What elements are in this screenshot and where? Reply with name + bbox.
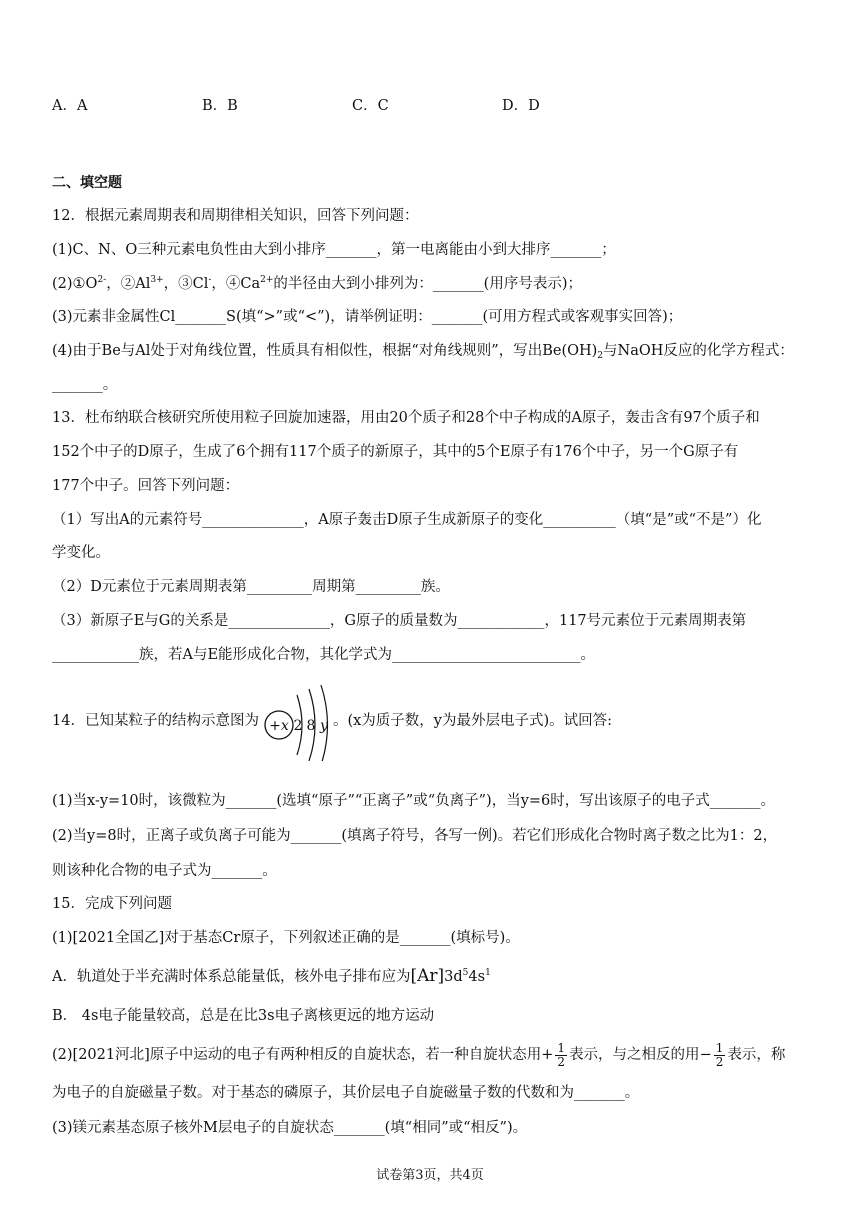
nucleus-label: +x — [269, 718, 289, 734]
charge-superscript: 2+ — [260, 275, 274, 285]
q15-option-a — [52, 966, 491, 987]
q15-part1: (1)[2021全国乙]对于基态Cr原子，下列叙述正确的是_______(填标号)。 — [52, 930, 520, 946]
q15-part2-text: (2)[2021河北]原子中运动的电子有两种相反的自旋状态，若一种自旋状态用 — [52, 1047, 542, 1063]
q14-part1: (1)当x-y=10时，该微粒为_______(选填“原子”“正离子”或“负离子”)，当y=6时，写出该原子的电子式_______。 — [52, 793, 776, 809]
fraction-denominator: 2 — [557, 1054, 566, 1069]
q12-part4-blank: _______。 — [52, 377, 118, 393]
q14-part2: (2)当y=8时，正离子或负离子可能为_______(填离子符号，各写一例)。若它们形成化合物时离子数之比为1：2， — [52, 828, 778, 844]
q13-part2: （2）D元素位于元素周期表第_________周期第_________族。 — [52, 579, 450, 595]
minus-sign: − — [699, 1047, 712, 1063]
q12-part2 — [52, 274, 582, 294]
section-title: 二、填空题 — [52, 175, 122, 191]
q12-part4 — [52, 341, 794, 361]
shell-electron-count: y — [319, 718, 328, 734]
q15-part2-text: 表示，与之相反的用 — [569, 1047, 700, 1063]
q13-stem-line1: 13．杜布纳联合核研究所使用粒子回旋加速器，用由20个质子和28个中子构成的A原子，轰击含有97个质子和 — [52, 410, 760, 426]
fraction-one-half — [555, 1042, 567, 1069]
q15-stem: 15．完成下列问题 — [52, 896, 172, 912]
charge-superscript: 3+ — [150, 275, 164, 285]
electron-config-core: [Ar] — [410, 966, 445, 986]
q15-option-b: B． 4s电子能量较高，总是在比3s电子离核更远的地方运动 — [52, 1008, 435, 1024]
q13-part3-cont: ____________族，若A与E能形成化合物，其化学式为__________________________。 — [52, 647, 596, 663]
q12-part2-text: ，③Cl — [163, 276, 209, 292]
atom-structure-diagram — [261, 681, 331, 761]
q12-part3: (3)元素非金属性Cl_______S(填“>”或“<”)，请举例证明：_______(可用方程式或客观事实回答)； — [52, 309, 683, 325]
q12-part2-text: 的半径由大到小排列为：_______(用序号表示)； — [273, 276, 582, 292]
q14-stem-text: 14．已知某粒子的结构示意图为 — [52, 713, 259, 729]
q15-part2 — [52, 1040, 785, 1070]
q14-part2-cont: 则该种化合物的电子式为_______。 — [52, 863, 277, 879]
q14-stem — [52, 681, 612, 761]
subscript: 2 — [597, 351, 604, 361]
orbital-label: 4s — [468, 969, 486, 985]
q12-stem: 12．根据元素周期表和周期律相关知识，回答下列问题： — [52, 208, 419, 224]
q13-part3: （3）新原子E与G的关系是______________，G原子的质量数为____________，117号元素位于元素周期表第 — [52, 613, 747, 629]
q12-part1: (1)C、N、O三种元素电负性由大到小排序_______，第一电离能由小到大排序_______； — [52, 242, 616, 258]
plus-sign: + — [541, 1047, 554, 1063]
shell-electron-count: 2 — [293, 718, 303, 734]
q15-part3: (3)镁元素基态原子核外M层电子的自旋状态_______(填“相同”或“相反”)。 — [52, 1120, 528, 1136]
page-footer: 试卷第3页，共4页 — [376, 1168, 484, 1183]
option-d: D．D — [502, 98, 540, 114]
q13-part1-cont: 学变化。 — [52, 545, 110, 561]
q13-stem-line2: 152个中子的D原子，生成了6个拥有117个质子的新原子，其中的5个E原子有176个中子，另一个G原子有 — [52, 444, 739, 460]
orbital-label: 3d — [444, 969, 463, 985]
option-c: C．C — [352, 98, 389, 114]
q13-stem-line3: 177个中子。回答下列问题： — [52, 478, 240, 494]
q12-part4-text: 与NaOH反应的化学方程式： — [603, 343, 794, 359]
orbital-count: 1 — [485, 968, 491, 978]
orbital-count: 5 — [462, 968, 469, 978]
fraction-denominator: 2 — [715, 1054, 724, 1069]
q12-part2-text: (2)①O — [52, 276, 98, 292]
q15-part2-text: 表示，称 — [727, 1047, 786, 1063]
q13-part1: （1）写出A的元素符号______________，A原子轰击D原子生成新原子的变化__________（填“是”或“不是”）化 — [52, 512, 762, 528]
charge-superscript: - — [208, 275, 212, 285]
fraction-one-half — [714, 1042, 726, 1069]
q15-part2-cont: 为电子的自旋磁量子数。对于基态的磷原子，其价层电子自旋磁量子数的代数和为_______。 — [52, 1085, 640, 1101]
q12-part4-text: (4)由于Be与Al处于对角线位置，性质具有相似性，根据“对角线规则”，写出Be(OH) — [52, 343, 598, 359]
charge-superscript: 2- — [97, 275, 107, 285]
fraction-numerator: 1 — [715, 1040, 724, 1055]
q12-part2-text: ，②Al — [106, 276, 151, 292]
fraction-numerator: 1 — [557, 1040, 566, 1055]
option-a: A．A — [52, 98, 88, 114]
q14-stem-text: 。(x为质子数，y为最外层电子式)。试回答: — [332, 713, 613, 729]
shell-electron-count: 8 — [306, 718, 316, 734]
option-b: B．B — [202, 98, 238, 114]
q15-option-a-text: A．轨道处于半充满时体系总能量低，核外电子排布应为 — [52, 969, 411, 985]
q12-part2-text: ，④Ca — [211, 276, 261, 292]
